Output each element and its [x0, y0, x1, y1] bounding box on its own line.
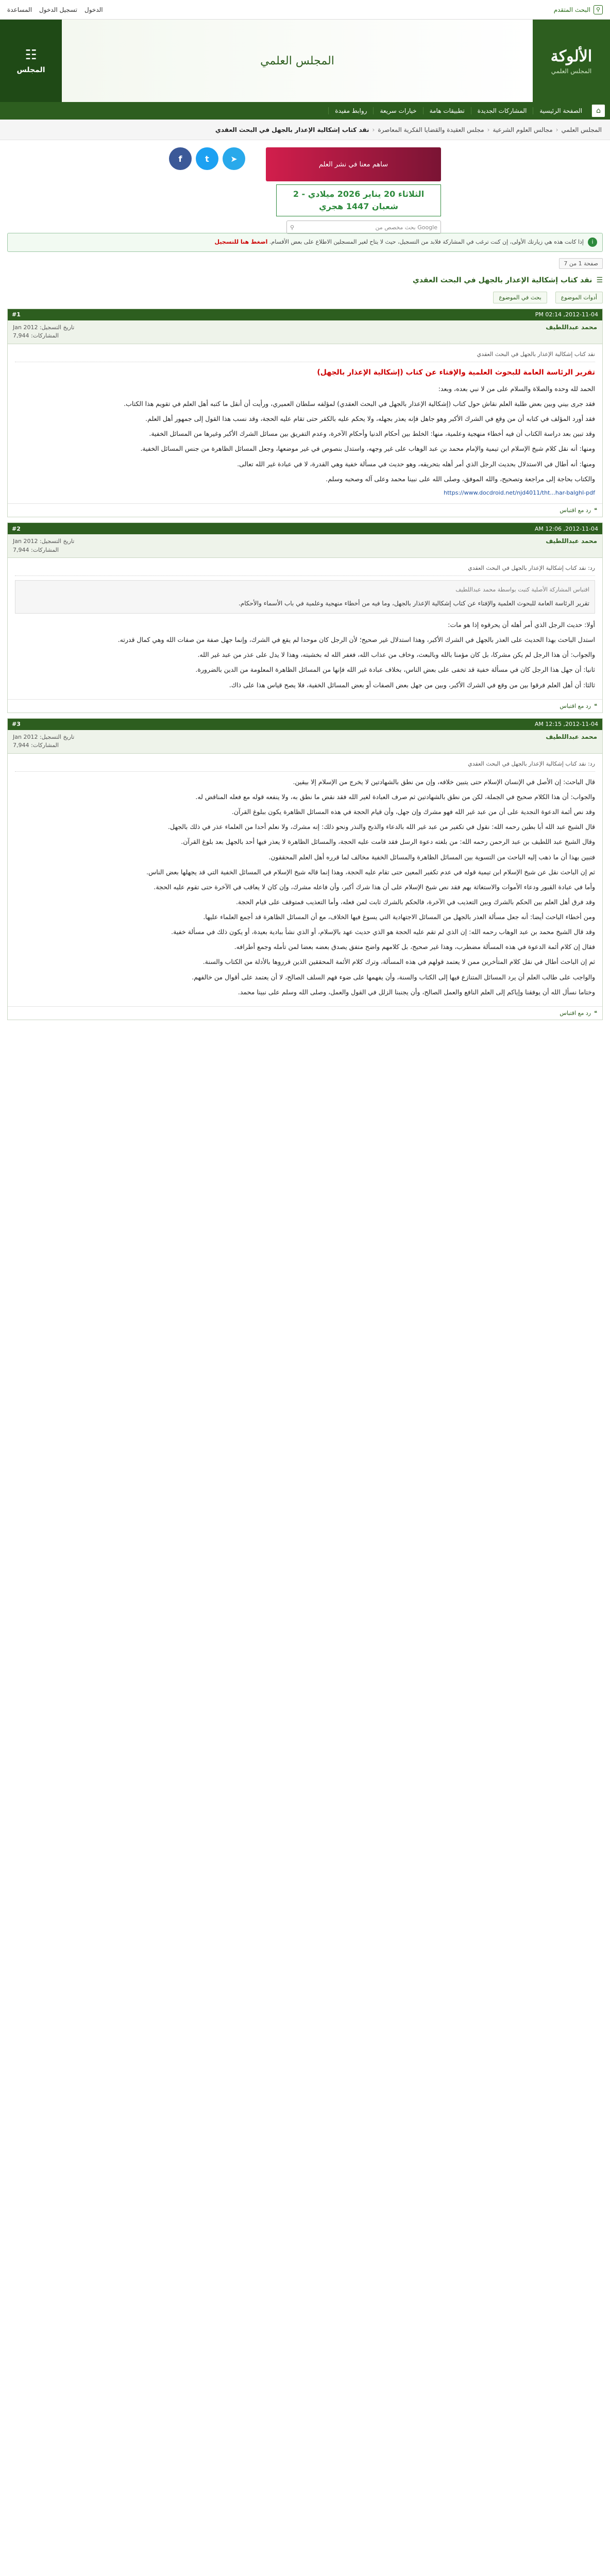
post-body — [8, 558, 602, 699]
nav-useful-links[interactable]: روابط مفيدة — [328, 107, 373, 114]
post-paragraph: قال الباحث: إن الأصل في الإنسان الإسلام حتى يتبين خلافه، وإن من نطق بالشهادتين لا يخرج من الإسلام إلا بيقين. — [293, 777, 595, 786]
post-date: 2012-11-04, 12:15 AM — [534, 721, 598, 728]
nav-new-posts[interactable]: المشاركات الجديدة — [471, 107, 533, 114]
external-link[interactable]: https://www.docdroid.net/njd4011/tht...har-balghl-pdf — [444, 489, 595, 496]
header-tagline: المجلس العلمي — [260, 54, 334, 67]
reply-quote-icon[interactable]: ❝ — [594, 1009, 597, 1016]
site-header — [0, 20, 610, 102]
post-paragraph: وقد فرق أهل العلم بين الحكم بالشرك وبين التعذيب في الآخرة، فالحكم بالشرك ثابت لمن فعله، وأما التعذيب فمتوقف على قيام الحجة. — [235, 897, 595, 906]
top-links — [7, 6, 103, 13]
council-icon: ☷ — [25, 47, 37, 63]
post-footer — [8, 1006, 602, 1020]
promo-column — [266, 147, 441, 234]
post-footer — [8, 699, 602, 713]
post-paragraph: الحمد لله وحده والصلاة والسلام على من لا نبي بعده، وبعد: — [438, 384, 595, 393]
register-link[interactable]: اضغط هنا للتسجيل — [214, 239, 268, 245]
nav-quick-options[interactable]: خيارات سريعة — [373, 107, 422, 114]
promo-banner[interactable]: ساهم معنا في نشر العلم — [266, 147, 441, 181]
author-join-date: تاريخ التسجيل: Jan 2012 — [13, 538, 75, 545]
post-body — [8, 344, 602, 503]
welcome-notice — [7, 233, 603, 252]
post-subject: رد: نقد كتاب إشكالية الإعذار بالجهل في البحث العقدي — [15, 563, 595, 576]
post-header — [8, 523, 602, 534]
reply-quote-icon[interactable]: ❝ — [594, 702, 597, 709]
post-paragraph: فقد جرى بيني وبين بعض طلبة العلم نقاش حول كتاب (إشكالية الإعذار بالجهل في البحث العقدي) لمؤلفه سلطان العميري، ورأيت أن أنقل ما كتبه أهل العلم في تقويم هذا الكتاب. — [124, 400, 595, 408]
post-header — [8, 719, 602, 730]
top-bar — [0, 0, 610, 20]
post-paragraph: ثم إن الباحث نقل عن شيخ الإسلام ابن تيمية قوله في عدم تكفير المعين حتى تقام عليه الحجة، وهذا إنما قاله شيخ الإسلام في المسائل الخفية التي قد يجهلها بعض الناس. — [146, 868, 595, 876]
home-icon[interactable]: ⌂ — [591, 105, 605, 117]
notice-text: إذا كانت هذه هي زيارتك الأولى، إن كنت ترغب في المشاركة فلابد من التسجيل، حيث لا يتاح لغير المسجلين الاطلاع على بعض الأقسام. — [269, 239, 584, 245]
breadcrumb-item-3[interactable]: مجلس العقيدة والقضايا الفكرية المعاصرة — [378, 126, 484, 133]
author-stats — [13, 324, 74, 341]
pagination-row — [7, 258, 603, 269]
post-paragraph: استدل الباحث بهذا الحديث على العذر بالجهل في الشرك الأكبر، وهذا استدلال غير صحيح؛ لأن الرجل كان موحدا لم يقع في الشرك، وإنما جهل صفة من صفات الله وهي كمال قدرته. — [117, 636, 595, 644]
quote-text: تقرير الرئاسة العامة للبحوث العلمية والإفتاء عن كتاب إشكالية الإعذار بالجهل، وما فيه من أخطاء منهجية وعلمية في باب الأسماء والأحكام. — [238, 599, 589, 607]
advanced-search-label[interactable]: البحث المتقدم — [553, 6, 590, 13]
breadcrumb-separator: ‹ — [487, 126, 490, 133]
post-paragraph: وقد قال الشيخ محمد بن عبد الوهاب رحمه الله: إن الذي لم تقم عليه الحجة هو الذي حديث عهد بالإسلام، أو الذي نشأ ببادية بعيدة، أو يكون ذلك في مسألة خفية. — [171, 928, 595, 936]
post-author — [8, 730, 602, 754]
main-nav — [0, 102, 610, 120]
date-display: الثلاثاء 20 يناير 2026 ميلادي - 2 شعبان 1447 هجري — [276, 184, 441, 216]
thread-title — [7, 276, 603, 284]
top-link-help[interactable]: المساعدة — [7, 6, 32, 13]
post-paragraph: وقال الشيخ عبد اللطيف بن عبد الرحمن رحمه الله: من بلغته دعوة الرسل فقد قامت عليه الحجة، والمسائل الظاهرة لا يعذر فيها أحد بالجهل بعد بلوغ القرآن. — [181, 838, 595, 846]
reply-quote-button[interactable]: رد مع اقتباس — [560, 702, 591, 709]
post-headline: تقرير الرئاسة العامة للبحوث العلمية والإفتاء عن كتاب (إشكالية الإعذار بالجهل) — [317, 368, 595, 377]
post-paragraph: فقد أورد المؤلف في كتابه أن من وقع في الشرك الأكبر وهو جاهل فإنه يعذر بجهله، ولا يحكم عليه بالكفر حتى تقام عليه الحجة، وقد نسب هذا القول إلى جمهور أهل العلم. — [145, 415, 595, 423]
post-paragraph: والكتاب بحاجة إلى مراجعة وتصحيح، والله الموفق، وصلى الله على نبينا محمد وعلى آله وصحبه وسلم. — [326, 474, 595, 483]
search-icon[interactable]: ⚲ — [290, 224, 295, 231]
council-logo[interactable] — [0, 20, 62, 102]
post-number[interactable]: #3 — [12, 721, 21, 728]
post-paragraph: فتبين بهذا أن ما ذهب إليه الباحث من التسوية بين المسائل الظاهرة والمسائل الخفية مخالف لما قرره أهل العلم المحققون. — [268, 853, 595, 861]
reply-quote-icon[interactable]: ❝ — [594, 507, 597, 514]
post — [7, 522, 603, 713]
post-subject: رد: نقد كتاب إشكالية الإعذار بالجهل في البحث العقدي — [15, 759, 595, 772]
quote-header: اقتباس المشاركة الأصلية كتبت بواسطة محمد عبداللطيف — [455, 586, 589, 594]
breadcrumb-item-1[interactable]: المجلس العلمي — [561, 126, 602, 133]
post-paragraph: ومنها: أنه نقل كلام شيخ الإسلام ابن تيمية والإمام محمد بن عبد الوهاب على غير وجهه، واستدل بنصوص في غير موضعها، وجعل المسائل الظاهرة من جنس المسائل الخفية. — [140, 445, 595, 453]
thread-tools-button[interactable]: أدوات الموضوع — [555, 292, 603, 303]
nav-apps[interactable]: تطبيقات هامة — [423, 107, 471, 114]
post-subject: نقد كتاب إشكالية الإعذار بالجهل في البحث العقدي — [15, 349, 595, 362]
post — [7, 718, 603, 1020]
breadcrumb-separator: ‹ — [372, 126, 375, 133]
breadcrumb-separator: ‹ — [555, 126, 558, 133]
post-paragraph: والواجب على طالب العلم أن يرد المسائل المتنازع فيها إلى الكتاب والسنة، وأن يفهمها على ضوء فهم السلف الصالح، لا أن يعتمد على أقوال من خالفهم. — [192, 973, 595, 981]
info-icon: i — [588, 238, 597, 247]
post-author — [8, 320, 602, 344]
post-paragraph: وقد تبين بعد دراسة الكتاب أن فيه أخطاء منهجية وعلمية، منها: الخلط بين أحكام الدنيا وأحكام الآخرة، وعدم التفريق بين مسائل الشرك الأكبر وغيرها من المسائل الخفية. — [149, 430, 595, 438]
author-join-date: تاريخ التسجيل: Jan 2012 — [13, 733, 75, 740]
reply-quote-button[interactable]: رد مع اقتباس — [560, 1009, 591, 1016]
facebook-icon[interactable]: f — [169, 147, 192, 170]
notice-content — [215, 238, 584, 247]
post-body — [8, 754, 602, 1006]
author-post-count: المشاركات: 7,944 — [13, 742, 59, 749]
logo-text: الألوكة — [550, 47, 592, 65]
post-paragraph: ومنها: أنه أطال في الاستدلال بحديث الرجل الذي أمر أهله بتحريقه، وهو حديث في مسألة خفية وهي القدرة، لا في عبادة غير الله تعالى. — [237, 460, 595, 468]
search-thread-button[interactable]: بحث في الموضوع — [493, 292, 547, 303]
twitter-icon[interactable]: t — [196, 147, 218, 170]
site-logo[interactable] — [533, 20, 610, 102]
quote-block — [15, 580, 595, 614]
post-paragraph: أولا: حديث الرجل الذي أمر أهله أن يحرقوه إذا هو مات: — [448, 621, 595, 629]
author-name[interactable]: محمد عبداللطيف — [546, 733, 597, 740]
top-link-signin[interactable]: تسجيل الدخول — [39, 6, 77, 13]
author-stats — [13, 733, 74, 750]
post-paragraph: ثالثا: أن أهل العلم فرقوا بين من وقع في الشرك الأكبر، وبين من جهل بعض الصفات أو بعض المسائل الخفية، فلا يصح قياس هذا على ذاك. — [229, 681, 595, 689]
post — [7, 309, 603, 517]
thread-tools — [7, 292, 603, 303]
author-stats — [13, 537, 74, 554]
post-number[interactable]: #2 — [12, 525, 21, 532]
google-search-input[interactable] — [286, 221, 441, 234]
author-post-count: المشاركات: 7,944 — [13, 332, 59, 340]
post-paragraph: والجواب: أن هذا الرجل لم يكن مشركا، بل كان مؤمنا بالله وبالبعث، وخاف من عذاب الله، فغفر الله له بخشيته، وهذا لا يدل على عذر من عبد غير الله. — [197, 651, 595, 659]
social-links — [169, 147, 245, 170]
post-paragraph: قال الشيخ عبد الله أبا بطين رحمه الله: نقول في تكفير من عبد غير الله بالدعاء والذبح والنذر ونحو ذلك: إنه مشرك، ولا نعلم أحدا من العلماء عذر في ذلك بالجهل. — [168, 823, 595, 831]
breadcrumb-current: نقد كتاب إشكالية الإعذار بالجهل في البحث العقدي — [215, 126, 369, 133]
breadcrumb-item-2[interactable]: مجالس العلوم الشرعية — [493, 126, 553, 133]
header-banner — [62, 20, 533, 102]
post-paragraph: وختاما نسأل الله أن يوفقنا وإياكم إلى العلم النافع والعمل الصالح، وأن يجنبنا الزلل في القول والعمل، وصلى الله وسلم على نبينا محمد. — [238, 988, 595, 996]
breadcrumb — [0, 120, 610, 140]
post-date: 2012-11-04, 02:14 PM — [535, 311, 598, 318]
google-search-placeholder: Google بحث مخصص من — [375, 224, 437, 231]
post-date: 2012-11-04, 12:06 AM — [534, 525, 598, 532]
post-paragraph: والجواب: أن هذا الكلام صحيح في الجملة، لكن من نطق بالشهادتين ثم صرف العبادة لغير الله فقد نقض ما نطق به، ولا ينفعه قوله مع فعله المناقض له. — [195, 793, 595, 801]
pager[interactable]: صفحة 1 من 7 — [559, 258, 603, 269]
post-paragraph: وأما في عبادة القبور ودعاء الأموات والاستغاثة بهم فقد نص شيخ الإسلام على أن هذا شرك أكبر، وأن فاعله مشرك، وإن كان لا يعاقب في الآخرة حتى تقوم عليه الحجة. — [154, 883, 595, 891]
advanced-search[interactable] — [554, 5, 603, 14]
author-post-count: المشاركات: 7,944 — [13, 546, 59, 553]
post-header — [8, 309, 602, 320]
telegram-icon[interactable]: ➤ — [223, 147, 245, 170]
promo-area — [0, 140, 610, 233]
thread-title-text: نقد كتاب إشكالية الإعذار بالجهل في البحث العقدي — [412, 276, 592, 284]
post-paragraph: وقد نص أئمة الدعوة النجدية على أن من عبد غير الله فهو مشرك وإن جهل، وأن قيام الحجة في هذه المسائل الظاهرة يكون ببلوغ القرآن. — [231, 808, 595, 816]
post-author — [8, 534, 602, 558]
logo-subtitle: المجلس العلمي — [551, 67, 592, 75]
thread-icon: ☰ — [596, 276, 603, 284]
author-name[interactable]: محمد عبداللطيف — [546, 323, 597, 331]
search-icon[interactable]: ⚲ — [594, 5, 603, 14]
post-paragraph: فقال إن كلام أئمة الدعوة في هذه المسألة مضطرب، وهذا غير صحيح، بل كلامهم واضح متفق يصدق بعضه بعضا لمن تأمله وجمع أطرافه. — [234, 943, 595, 951]
post-paragraph: ومن أخطاء الباحث أيضا: أنه جعل مسألة العذر بالجهل من المسائل الاجتهادية التي يسوغ فيها الخلاف، مع أن المسائل الظاهرة قد أجمع العلماء عليها. — [203, 913, 595, 921]
post-paragraph: ثم إن الباحث أطال في نقل كلام المتأخرين ممن لا يعتمد قولهم في هذه المسألة، وترك كلام الأئمة المحققين الذين قرروها بالأدلة من الكتاب والسنة. — [202, 958, 595, 966]
reply-quote-button[interactable]: رد مع اقتباس — [560, 507, 591, 514]
author-name[interactable]: محمد عبداللطيف — [546, 537, 597, 545]
post-number[interactable]: #1 — [12, 311, 21, 318]
nav-home[interactable]: الصفحة الرئيسية — [533, 107, 588, 114]
author-join-date: تاريخ التسجيل: Jan 2012 — [13, 324, 75, 331]
top-link-login[interactable]: الدخول — [84, 6, 103, 13]
council-label: المجلس — [16, 66, 45, 74]
post-paragraph: ثانيا: أن جهل هذا الرجل كان في مسألة خفية قد تخفى على بعض الناس، بخلاف عبادة غير الله فإنها من المسائل الظاهرة المعلومة من الدين بالضرورة. — [195, 666, 595, 674]
post-footer — [8, 503, 602, 517]
